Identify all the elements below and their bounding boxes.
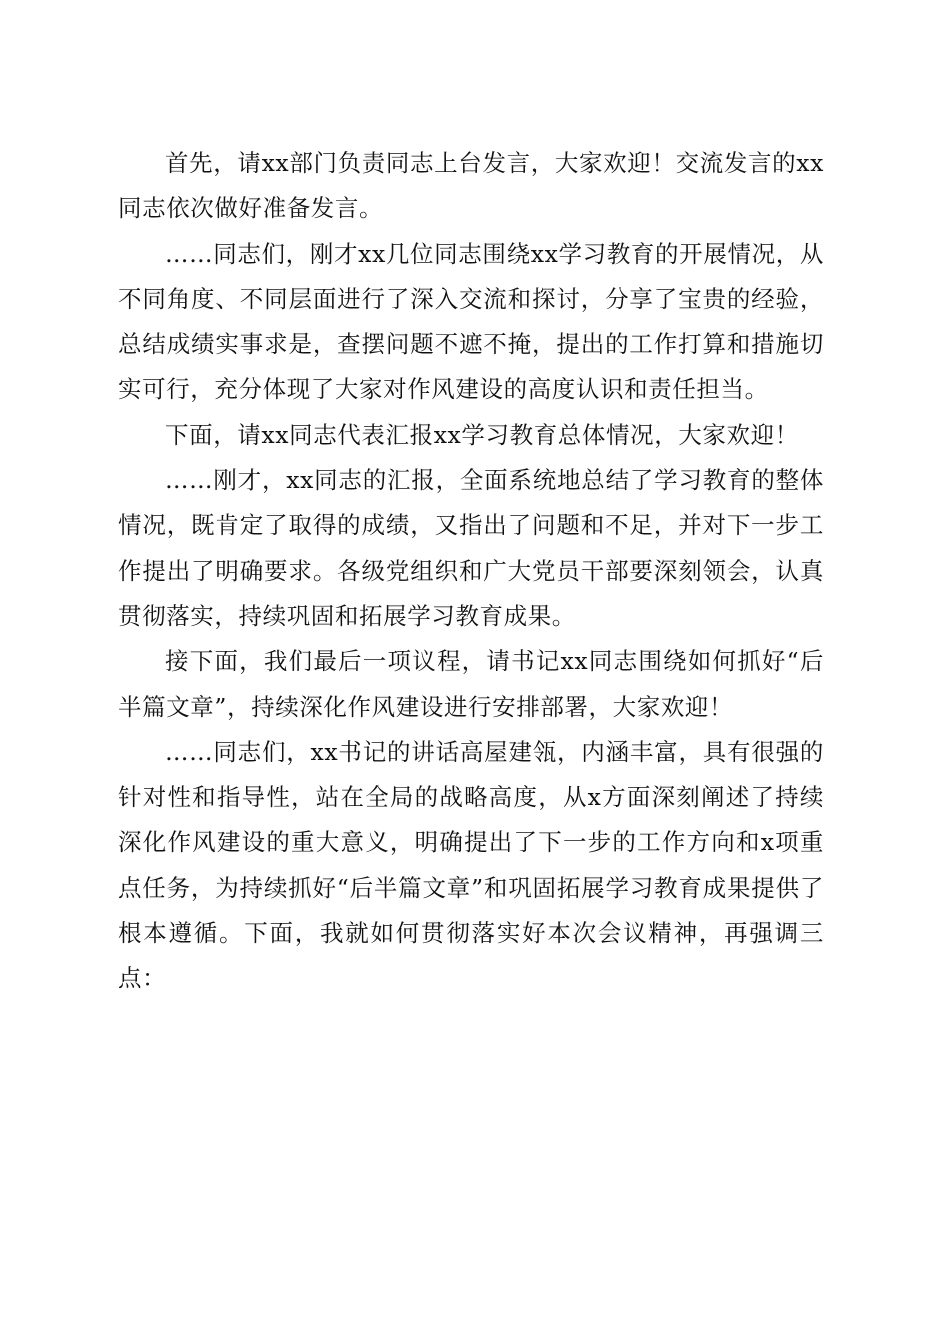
- paragraph-opening-speaker: 首先，请xx部门负责同志上台发言，大家欢迎！交流发言的xx同志依次做好准备发言。: [118, 149, 824, 223]
- paragraph-report-summary: ……刚才，xx同志的汇报，全面系统地总结了学习教育的整体情况，既肯定了取得的成绩，又指出了问题和不足，并对下一步工作提出了明确要求。各级党组织和广大党员干部要深刻领会，认真贯彻落实，持续巩固和拓展学习教育成果。: [118, 466, 824, 630]
- paragraph-report-invitation: 下面，请xx同志代表汇报xx学习教育总体情况，大家欢迎！: [165, 420, 799, 449]
- paragraph-secretary-invitation: 接下面，我们最后一项议程，请书记xx同志围绕如何抓好“后半篇文章”，持续深化作风建设进行安排部署，大家欢迎！: [118, 647, 824, 721]
- paragraph-exchange-summary: ……同志们，刚才xx几位同志围绕xx学习教育的开展情况，从不同角度、不同层面进行了深入交流和探讨，分享了宝贵的经验，总结成绩实事求是，查摆问题不遮不掩，提出的工作打算和措施切实可行，充分体现了大家对作风建设的高度认识和责任担当。: [118, 239, 824, 404]
- paragraph-closing-remarks: ……同志们，xx书记的讲话高屋建瓴，内涵丰富，具有很强的针对性和指导性，站在全局的战略高度，从x方面深刻阐述了持续深化作风建设的重大意义，明确提出了下一步的工作方向和x项重点任务，为持续抓好“后半篇文章”和巩固拓展学习教育成果提供了根本遵循。下面，我就如何贯彻落实好本次会议精神，再强调三点：: [118, 737, 824, 993]
- document-body: [118, 141, 824, 1002]
